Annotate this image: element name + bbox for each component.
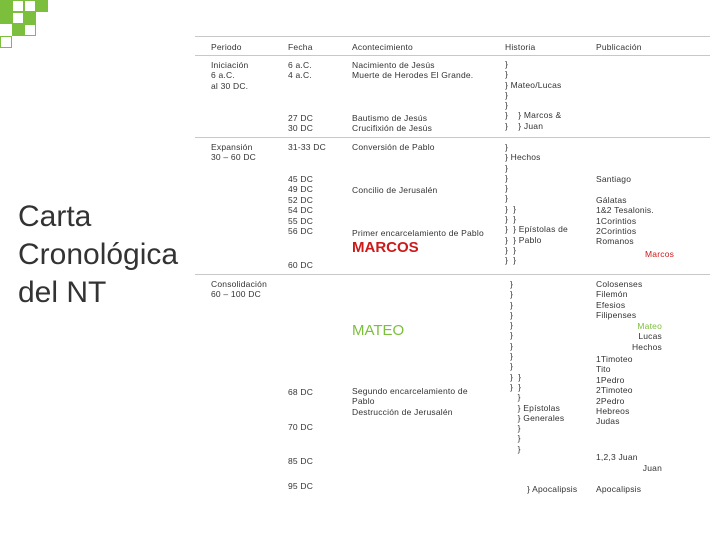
cell-line: 30 – 60 DC xyxy=(211,152,256,163)
publicacion-consolidacion xyxy=(596,279,642,321)
decor-square xyxy=(36,0,48,12)
cell-line: } xyxy=(505,162,509,173)
cell-line: Filipenses xyxy=(596,310,637,321)
fecha-cell: 70 DC xyxy=(288,422,314,432)
cell-line: 49 DC xyxy=(288,184,314,195)
cell-line: } xyxy=(510,289,514,300)
cell-line: Expansión xyxy=(211,142,253,152)
acontecimiento-cell: Concilio de Jerusalén xyxy=(352,185,438,195)
cell-line: } xyxy=(505,183,509,194)
cell-line: } } xyxy=(505,255,517,266)
acontecimiento-cell xyxy=(352,386,468,417)
cell-line: Bautismo de Jesús xyxy=(352,113,428,123)
fecha-cell xyxy=(288,113,313,134)
cell-line: Crucifixión de Jesús xyxy=(352,123,433,134)
slide-title xyxy=(18,198,178,312)
cell-line: Pablo xyxy=(352,396,375,407)
mateo-label: MATEO xyxy=(352,322,405,339)
juan-evangelio-pub: Juan xyxy=(642,463,662,473)
header-publicacion: Publicación xyxy=(596,42,642,52)
decor-square xyxy=(0,12,12,24)
cell-line: } Generales xyxy=(510,412,565,423)
acontecimiento-cell xyxy=(352,60,473,81)
fecha-cell xyxy=(288,60,312,81)
cell-line: } xyxy=(505,172,509,183)
cell-line: 6 a.C. xyxy=(211,70,235,81)
cell-line: 52 DC xyxy=(288,194,314,205)
historia-expansion xyxy=(505,142,568,266)
cell-line: Colosenses xyxy=(596,279,643,289)
fecha-cell: 95 DC xyxy=(288,481,314,491)
cell-line: } xyxy=(510,279,514,289)
cell-line: Mateo xyxy=(637,321,662,331)
cell-line: } xyxy=(510,309,514,320)
cell-line: Segundo encarcelamiento de xyxy=(352,386,468,396)
header-fecha: Fecha xyxy=(288,42,313,52)
cell-line: 45 DC xyxy=(288,174,314,184)
historia-iniciacion xyxy=(505,59,561,131)
cell-line: 6 a.C. xyxy=(288,60,312,70)
cell-line: } Epístolas xyxy=(510,402,561,413)
evangelios-pub xyxy=(600,321,662,352)
table-rule xyxy=(195,55,710,56)
cell-line: } } xyxy=(505,214,517,225)
decor-square xyxy=(24,0,36,12)
marcos-label: MARCOS xyxy=(352,239,419,256)
cell-line: } } Epístolas de xyxy=(505,224,568,235)
cell-line: 60 – 100 DC xyxy=(211,289,261,300)
spacer xyxy=(596,184,654,194)
cell-line: } } xyxy=(505,203,517,214)
periodo-consolidacion xyxy=(211,279,267,300)
cell-line: 1Timoteo xyxy=(596,354,633,364)
cell-line: al 30 DC. xyxy=(211,80,249,91)
fecha-cell: 85 DC xyxy=(288,456,314,466)
cell-line: Destrucción de Jerusalén xyxy=(352,406,453,417)
cell-line: Iniciación xyxy=(211,60,249,70)
table-rule xyxy=(195,274,710,275)
cell-line: } xyxy=(505,100,509,111)
cell-line: 56 DC xyxy=(288,226,314,237)
periodo-iniciacion xyxy=(211,60,248,91)
cell-line: } } xyxy=(510,371,522,382)
juan-cartas-pub: 1,2,3 Juan xyxy=(596,452,638,462)
periodo-expansion xyxy=(211,142,256,163)
apocalipsis-pub: Apocalipsis xyxy=(596,484,642,494)
epistolas-pub xyxy=(596,354,633,427)
fecha-cell: 68 DC xyxy=(288,387,314,397)
cell-line: } xyxy=(510,361,514,372)
cell-line: Gálatas xyxy=(596,194,627,205)
cell-line: Santiago xyxy=(596,174,632,184)
decor-square xyxy=(12,24,24,36)
table-rule xyxy=(195,36,710,37)
cell-line: Tito xyxy=(596,364,611,375)
cell-line: Romanos xyxy=(596,236,634,247)
table-rule xyxy=(195,137,710,138)
cell-line: } } Juan xyxy=(505,120,544,131)
cell-line: 27 DC xyxy=(288,113,314,123)
cell-line: 1&2 Tesalonis. xyxy=(596,205,654,216)
cell-line: } } xyxy=(505,244,517,255)
decor-square xyxy=(24,12,36,24)
cell-line: } xyxy=(505,69,509,80)
fechas-list xyxy=(288,174,313,236)
fecha-cell: 31-33 DC xyxy=(288,142,326,152)
cell-line: } xyxy=(510,392,521,403)
acontecimiento-cell: Primer encarcelamiento de Pablo xyxy=(352,228,484,238)
cell-line: Hechos xyxy=(631,341,662,352)
decor-square xyxy=(24,24,36,36)
decor-square xyxy=(0,0,12,12)
decor-square xyxy=(12,0,24,12)
cell-line: } xyxy=(510,443,521,454)
cell-line: } xyxy=(505,193,509,204)
cell-line: 55 DC xyxy=(288,215,314,226)
cell-line: Filemón xyxy=(596,289,628,300)
cell-line: 1Corintios xyxy=(596,215,637,226)
cell-line: } Mateo/Lucas xyxy=(505,79,562,90)
cell-line: } xyxy=(510,433,521,444)
cell-line: } } Pablo xyxy=(505,234,542,245)
cell-line: 2Timoteo xyxy=(596,385,633,396)
cell-line: } xyxy=(510,299,514,310)
header-acontecimiento: Acontecimiento xyxy=(352,42,413,52)
cell-line: 4 a.C. xyxy=(288,70,312,81)
cell-line: } } Marcos & xyxy=(505,110,562,121)
cell-line: } xyxy=(510,320,514,331)
title-line: Carta xyxy=(18,200,92,233)
cell-line: Hebreos xyxy=(596,406,630,417)
cell-line: Muerte de Herodes El Grande. xyxy=(352,70,474,81)
fecha-cell: 60 DC xyxy=(288,260,314,270)
title-line: Cronológica xyxy=(18,238,179,271)
title-line: del NT xyxy=(18,276,107,309)
header-historia: Historia xyxy=(505,42,536,52)
historia-consolidacion xyxy=(510,279,564,454)
cell-line: } xyxy=(510,423,521,434)
cell-line: 1Pedro xyxy=(596,374,625,385)
cell-line: } xyxy=(505,142,509,152)
header-periodo: Periodo xyxy=(211,42,242,52)
cell-line: Efesios xyxy=(596,299,626,310)
cell-line: } xyxy=(510,340,514,351)
cell-line: Lucas xyxy=(638,331,662,342)
cell-line: } xyxy=(505,89,509,100)
acontecimiento-cell: Conversión de Pablo xyxy=(352,142,435,152)
cell-line: 2Corintios xyxy=(596,226,637,237)
acontecimiento-cell xyxy=(352,113,432,134)
cell-line: } xyxy=(505,59,509,69)
cell-line: } } xyxy=(510,381,522,392)
decor-square xyxy=(0,36,12,48)
cell-line: 54 DC xyxy=(288,205,314,216)
cell-line: } Hechos xyxy=(505,152,541,163)
decor-square xyxy=(12,12,24,24)
cell-line: 30 DC xyxy=(288,123,314,134)
apocalipsis-historia: } Apocalipsis xyxy=(527,484,578,494)
cell-line: Judas xyxy=(596,416,620,427)
cell-line: Consolidación xyxy=(211,279,267,289)
cell-line: } xyxy=(510,330,514,341)
cell-line: 2Pedro xyxy=(596,395,625,406)
marcos-pub: Marcos xyxy=(645,249,675,259)
cell-line: } xyxy=(510,351,514,362)
publicacion-expansion xyxy=(596,174,654,247)
cell-line: Nacimiento de Jesús xyxy=(352,60,435,70)
